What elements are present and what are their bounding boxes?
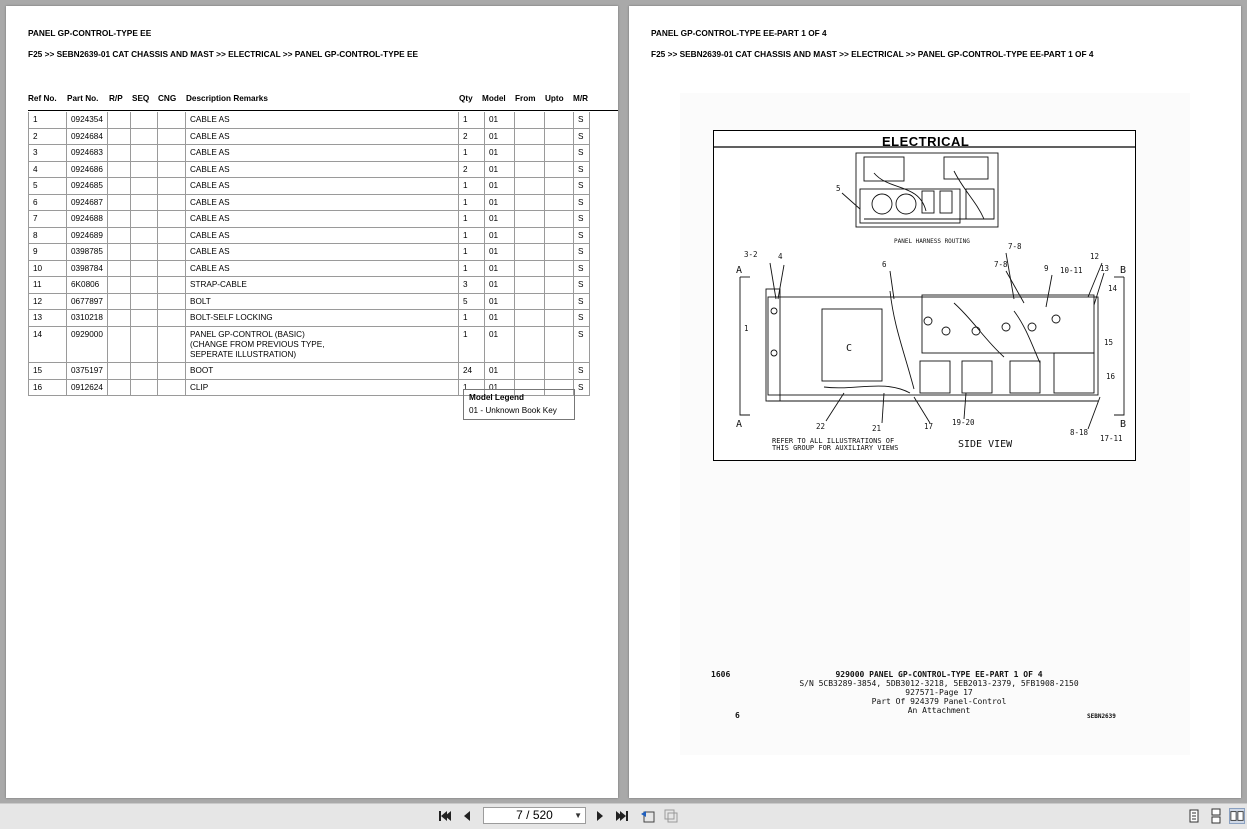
cell-part-no: 0310218	[67, 310, 108, 326]
cell-upto	[545, 129, 574, 145]
cell-rp	[108, 178, 131, 194]
cell-qty: 3	[459, 277, 485, 293]
cell-mr: S	[574, 112, 590, 128]
page-title: PANEL GP-CONTROL-TYPE EE-PART 1 OF 4	[651, 28, 827, 38]
cell-model: 01	[485, 244, 515, 260]
cell-model: 01	[485, 327, 515, 363]
cell-upto	[545, 294, 574, 310]
cell-upto	[545, 112, 574, 128]
breadcrumb: F25 >> SEBN2639-01 CAT CHASSIS AND MAST >> ELECTRICAL >> PANEL GP-CONTROL-TYPE EE	[28, 49, 419, 59]
cell-rp	[108, 261, 131, 277]
callout-10-11: 10-11	[1060, 266, 1083, 275]
cell-upto	[545, 327, 574, 363]
cell-from	[515, 112, 545, 128]
cell-qty: 24	[459, 363, 485, 379]
callout-14: 14	[1108, 284, 1118, 293]
cell-description: CABLE AS	[186, 162, 459, 178]
cell-part-no: 0924684	[67, 129, 108, 145]
callout-9: 9	[1044, 264, 1049, 273]
cell-mr: S	[574, 294, 590, 310]
cell-qty: 1	[459, 261, 485, 277]
col-description: Description Remarks	[186, 94, 268, 103]
cell-ref-no: 4	[29, 162, 67, 178]
col-from: From	[515, 94, 536, 103]
cell-cng	[158, 195, 186, 211]
cell-qty: 1	[459, 380, 485, 396]
cell-upto	[545, 211, 574, 227]
cell-qty: 2	[459, 129, 485, 145]
cell-part-no: 0924354	[67, 112, 108, 128]
cell-description: BOLT	[186, 294, 459, 310]
cell-model: 01	[485, 380, 515, 396]
cell-ref-no: 3	[29, 145, 67, 161]
cell-from	[515, 261, 545, 277]
cell-from	[515, 162, 545, 178]
cell-part-no: 0398784	[67, 261, 108, 277]
cell-qty: 1	[459, 211, 485, 227]
chevron-down-icon[interactable]: ▼	[574, 811, 582, 820]
cell-part-no: 0924683	[67, 145, 108, 161]
cell-part-no: 0677897	[67, 294, 108, 310]
cell-upto	[545, 261, 574, 277]
cell-part-no: 0924686	[67, 162, 108, 178]
footer-page-number: 6	[735, 711, 740, 720]
cell-from	[515, 195, 545, 211]
cell-from	[515, 277, 545, 293]
cell-ref-no: 2	[29, 129, 67, 145]
cell-seq	[131, 112, 158, 128]
cell-seq	[131, 228, 158, 244]
cell-cng	[158, 145, 186, 161]
cell-description: CABLE AS	[186, 261, 459, 277]
table-row	[29, 112, 590, 129]
cell-ref-no: 11	[29, 277, 67, 293]
cell-from	[515, 228, 545, 244]
viewer-toolbar	[0, 803, 1247, 829]
back-view-icon[interactable]	[640, 808, 656, 824]
drawing-heading: ELECTRICAL	[882, 134, 970, 149]
facing-pages-icon[interactable]	[1229, 808, 1245, 824]
cell-upto	[545, 195, 574, 211]
cell-qty: 1	[459, 310, 485, 326]
cell-cng	[158, 327, 186, 363]
legend-title: Model Legend	[469, 393, 525, 402]
cell-cng	[158, 112, 186, 128]
cell-description: BOLT-SELF LOCKING	[186, 310, 459, 326]
cell-cng	[158, 211, 186, 227]
cell-qty: 2	[459, 162, 485, 178]
refer-note-line-2: THIS GROUP FOR AUXILIARY VIEWS	[772, 444, 899, 452]
cell-description: PANEL GP-CONTROL (BASIC) (CHANGE FROM PREVIOUS TYPE, SEPERATE ILLUSTRATION)	[186, 327, 459, 363]
cell-description: CABLE AS	[186, 178, 459, 194]
cell-model: 01	[485, 277, 515, 293]
cell-ref-no: 7	[29, 211, 67, 227]
cell-rp	[108, 363, 131, 379]
table-row	[29, 310, 590, 327]
col-mr: M/R	[573, 94, 589, 103]
page-title: PANEL GP-CONTROL-TYPE EE	[28, 28, 152, 38]
cell-upto	[545, 277, 574, 293]
col-qty: Qty	[459, 94, 473, 103]
cell-model: 01	[485, 178, 515, 194]
previous-page-icon[interactable]	[459, 808, 475, 824]
cell-cng	[158, 244, 186, 260]
cell-seq	[131, 294, 158, 310]
cell-part-no: 0924687	[67, 195, 108, 211]
electrical-drawing	[713, 130, 1136, 461]
cell-upto	[545, 178, 574, 194]
section-a-bottom: A	[736, 419, 743, 430]
cell-rp	[108, 129, 131, 145]
cell-cng	[158, 129, 186, 145]
cell-mr: S	[574, 363, 590, 379]
cell-qty: 1	[459, 195, 485, 211]
cell-rp	[108, 380, 131, 396]
cell-seq	[131, 145, 158, 161]
illustration-page	[629, 6, 1241, 798]
legend-item: 01 - Unknown Book Key	[469, 406, 557, 415]
table-row	[29, 294, 590, 311]
col-part-no: Part No.	[67, 94, 99, 103]
table-row	[29, 211, 590, 228]
cell-description: CABLE AS	[186, 145, 459, 161]
table-row	[29, 195, 590, 212]
table-row	[29, 228, 590, 245]
footer-part-of: Part Of 924379 Panel-Control	[871, 697, 1007, 706]
cell-mr: S	[574, 145, 590, 161]
cell-ref-no: 15	[29, 363, 67, 379]
cell-part-no: 0929000	[67, 327, 108, 363]
footer-serials: S/N 5CB3289-3854, 5DB3012-3218, 5EB2013-2379, 5FB1908-2150	[799, 679, 1079, 688]
cell-upto	[545, 363, 574, 379]
callout-16: 16	[1106, 372, 1116, 381]
cell-cng	[158, 178, 186, 194]
table-row	[29, 129, 590, 146]
callout-17-11: 17-11	[1100, 434, 1123, 443]
footer-title: 929000 PANEL GP-CONTROL-TYPE EE-PART 1 OF 4	[835, 670, 1043, 679]
cell-seq	[131, 211, 158, 227]
cell-model: 01	[485, 195, 515, 211]
cell-from	[515, 294, 545, 310]
cell-model: 01	[485, 261, 515, 277]
callout-1: 1	[744, 324, 749, 333]
model-legend	[463, 389, 575, 420]
cell-rp	[108, 228, 131, 244]
cell-part-no: 0398785	[67, 244, 108, 260]
cell-from	[515, 244, 545, 260]
cell-from	[515, 129, 545, 145]
cell-model: 01	[485, 228, 515, 244]
cell-model: 01	[485, 211, 515, 227]
cell-part-no: 0924685	[67, 178, 108, 194]
cell-seq	[131, 310, 158, 326]
cell-qty: 1	[459, 244, 485, 260]
cell-model: 01	[485, 363, 515, 379]
cell-rp	[108, 211, 131, 227]
col-ref-no: Ref No.	[28, 94, 57, 103]
table-row	[29, 261, 590, 278]
cell-description: CABLE AS	[186, 244, 459, 260]
cell-ref-no: 14	[29, 327, 67, 363]
cell-qty: 5	[459, 294, 485, 310]
col-seq: SEQ	[132, 94, 150, 103]
callout-15: 15	[1104, 338, 1114, 347]
table-row	[29, 363, 590, 380]
side-view-panel	[766, 289, 1098, 401]
cell-rp	[108, 112, 131, 128]
callout-6: 6	[882, 260, 887, 269]
cell-from	[515, 145, 545, 161]
cell-mr: S	[574, 310, 590, 326]
cell-mr: S	[574, 261, 590, 277]
table-row	[29, 277, 590, 294]
footer-attachment: An Attachment	[907, 706, 971, 715]
cell-part-no: 6K0806	[67, 277, 108, 293]
col-rp: R/P	[109, 94, 123, 103]
cell-description: CABLE AS	[186, 129, 459, 145]
footer-page-ref: 927571-Page 17	[905, 688, 973, 697]
breadcrumb: F25 >> SEBN2639-01 CAT CHASSIS AND MAST >> ELECTRICAL >> PANEL GP-CONTROL-TYPE EE-PART 1 OF 4	[651, 49, 1094, 59]
callout-7-8: 7-8	[994, 260, 1008, 269]
next-page-icon[interactable]	[592, 808, 608, 824]
cell-cng	[158, 380, 186, 396]
cell-description: CABLE AS	[186, 112, 459, 128]
cell-upto	[545, 145, 574, 161]
cell-upto	[545, 310, 574, 326]
callout-19-20: 19-20	[952, 418, 975, 427]
cell-ref-no: 16	[29, 380, 67, 396]
side-view-label: SIDE VIEW	[958, 439, 1013, 450]
callout-13: 13	[1100, 264, 1110, 273]
harness-routing-view	[842, 153, 998, 227]
cell-seq	[131, 261, 158, 277]
cell-cng	[158, 294, 186, 310]
panel-illustration	[714, 131, 1135, 460]
cell-ref-no: 8	[29, 228, 67, 244]
cell-model: 01	[485, 129, 515, 145]
section-b-top: B	[1120, 265, 1127, 276]
cell-ref-no: 6	[29, 195, 67, 211]
cell-rp	[108, 195, 131, 211]
cell-mr: S	[574, 327, 590, 363]
cell-model: 01	[485, 294, 515, 310]
page-number-field[interactable]	[483, 807, 586, 824]
first-page-icon[interactable]	[437, 808, 453, 824]
col-cng: CNG	[158, 94, 177, 103]
callout-12: 12	[1090, 252, 1100, 261]
section-b-bottom: B	[1120, 419, 1127, 430]
component-c-label: C	[846, 343, 853, 354]
cell-part-no: 0924689	[67, 228, 108, 244]
cell-cng	[158, 162, 186, 178]
cell-rp	[108, 294, 131, 310]
cell-ref-no: 10	[29, 261, 67, 277]
col-upto: Upto	[545, 94, 564, 103]
footer-doc-id: SEBN2639	[1087, 713, 1116, 720]
cell-ref-no: 1	[29, 112, 67, 128]
callout-3-2: 3-2	[744, 250, 758, 259]
cell-part-no: 0375197	[67, 363, 108, 379]
cell-mr: S	[574, 228, 590, 244]
harness-routing-label: PANEL HARNESS ROUTING	[894, 238, 970, 245]
cell-from	[515, 327, 545, 363]
cell-model: 01	[485, 145, 515, 161]
cell-qty: 1	[459, 178, 485, 194]
cell-description: CLIP	[186, 380, 459, 396]
callout-5: 5	[836, 184, 841, 193]
cell-seq	[131, 162, 158, 178]
callout-17: 17	[924, 422, 934, 431]
cell-cng	[158, 310, 186, 326]
cell-from	[515, 178, 545, 194]
table-row	[29, 145, 590, 162]
table-header	[28, 94, 618, 111]
continuous-page-icon[interactable]	[1208, 808, 1224, 824]
cell-rp	[108, 277, 131, 293]
callout-4: 4	[778, 252, 783, 261]
forward-view-icon[interactable]	[663, 808, 679, 824]
cell-description: CABLE AS	[186, 195, 459, 211]
footer-code: 1606	[711, 670, 731, 679]
cell-ref-no: 13	[29, 310, 67, 326]
parts-list-page	[6, 6, 618, 798]
callout-21: 21	[872, 424, 882, 433]
cell-model: 01	[485, 162, 515, 178]
table-row	[29, 327, 590, 364]
cell-qty: 1	[459, 327, 485, 363]
cell-upto	[545, 162, 574, 178]
cell-seq	[131, 380, 158, 396]
cell-mr: S	[574, 162, 590, 178]
single-page-icon[interactable]	[1186, 808, 1202, 824]
cell-seq	[131, 195, 158, 211]
cell-seq	[131, 244, 158, 260]
cell-description: CABLE AS	[186, 228, 459, 244]
cell-mr: S	[574, 129, 590, 145]
cell-from	[515, 211, 545, 227]
cell-seq	[131, 129, 158, 145]
cell-from	[515, 363, 545, 379]
cell-ref-no: 5	[29, 178, 67, 194]
cell-part-no: 0924688	[67, 211, 108, 227]
col-model: Model	[482, 94, 506, 103]
cell-description: BOOT	[186, 363, 459, 379]
cell-rp	[108, 310, 131, 326]
cell-cng	[158, 228, 186, 244]
cell-mr: S	[574, 380, 590, 396]
parts-table	[28, 112, 590, 396]
cell-model: 01	[485, 310, 515, 326]
table-row	[29, 178, 590, 195]
cell-rp	[108, 145, 131, 161]
page-indicator: 7 / 520	[516, 808, 553, 822]
cell-qty: 1	[459, 112, 485, 128]
cell-rp	[108, 162, 131, 178]
section-a-top: A	[736, 265, 743, 276]
cell-cng	[158, 363, 186, 379]
cell-mr: S	[574, 277, 590, 293]
cell-ref-no: 12	[29, 294, 67, 310]
callout-8-18: 8-18	[1070, 428, 1089, 437]
cell-qty: 1	[459, 228, 485, 244]
cell-seq	[131, 277, 158, 293]
refer-note-line-1: REFER TO ALL ILLUSTRATIONS OF	[772, 437, 895, 445]
cell-mr: S	[574, 195, 590, 211]
callout-7-8-top: 7-8	[1008, 242, 1022, 251]
cell-qty: 1	[459, 145, 485, 161]
cell-seq	[131, 178, 158, 194]
cell-mr: S	[574, 244, 590, 260]
cell-seq	[131, 363, 158, 379]
cell-description: CABLE AS	[186, 211, 459, 227]
cell-rp	[108, 327, 131, 363]
table-row	[29, 162, 590, 179]
cell-mr: S	[574, 178, 590, 194]
cell-part-no: 0912624	[67, 380, 108, 396]
cell-ref-no: 9	[29, 244, 67, 260]
cell-model: 01	[485, 112, 515, 128]
cell-seq	[131, 327, 158, 363]
table-row	[29, 244, 590, 261]
cell-cng	[158, 277, 186, 293]
cell-rp	[108, 244, 131, 260]
cell-description: STRAP-CABLE	[186, 277, 459, 293]
cell-upto	[545, 228, 574, 244]
cell-upto	[545, 244, 574, 260]
cell-mr: S	[574, 211, 590, 227]
cell-from	[515, 310, 545, 326]
cell-cng	[158, 261, 186, 277]
callout-22: 22	[816, 422, 826, 431]
last-page-icon[interactable]	[614, 808, 630, 824]
